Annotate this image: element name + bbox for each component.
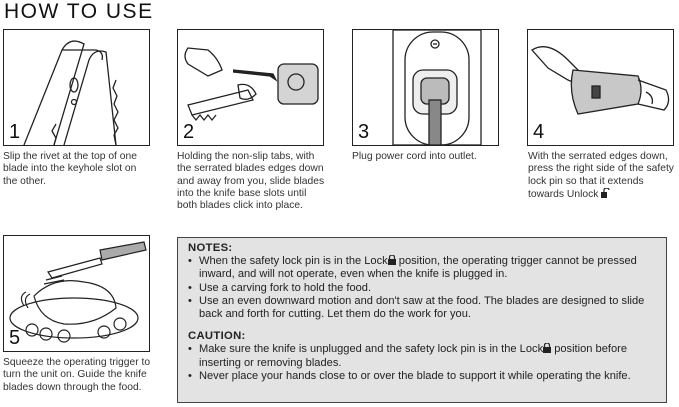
list-item-text: position before inserting or removing blades. xyxy=(199,343,627,369)
step-1-caption: Slip the rivet at the top of one blade into the keyhole slot on the other. xyxy=(3,151,137,187)
list-item-text: When the safety lock pin is in the Lock xyxy=(199,255,388,268)
list-item xyxy=(188,255,656,281)
caution-list xyxy=(188,343,656,383)
step-number: 5 xyxy=(9,327,21,349)
step-5-illustration xyxy=(3,235,150,352)
notes-list xyxy=(188,255,656,321)
step-number: 1 xyxy=(9,121,21,143)
step-4-illustration xyxy=(527,29,674,146)
lock-icon xyxy=(388,255,396,265)
step-2-caption: Holding the non-slip tabs, with the serrated blades edges down and away from you, slide blades into the knife base slots until both blades click into place. xyxy=(177,151,325,212)
safety-lock-illustration xyxy=(528,30,673,145)
page-title: HOW TO USE xyxy=(4,0,154,23)
unlock-icon xyxy=(601,188,615,198)
step-4-caption xyxy=(528,151,678,201)
notes-panel xyxy=(177,237,667,403)
lock-icon xyxy=(543,343,551,353)
step-3-caption: Plug power cord into outlet. xyxy=(352,151,477,162)
step-5-caption: Squeeze the operating trigger to turn the unit on. Guide the knife blades down through the food. xyxy=(3,357,151,393)
list-item: • Use an even downward motion and don't saw at the food. The blades are designed to slide back and forth for cutting. Let them do the work for you. xyxy=(188,295,656,321)
step-number: 3 xyxy=(358,121,370,143)
caution-heading: CAUTION: xyxy=(188,330,246,343)
blade-rivet-illustration xyxy=(4,30,149,145)
list-item xyxy=(188,343,656,369)
step-4-text: With the serrated edges down, press the right side of the safety lock pin so that it extends towards Unlock xyxy=(528,151,674,200)
list-item: • Use a carving fork to hold the food. xyxy=(188,282,656,295)
step-2-illustration xyxy=(177,29,324,146)
blade-insert-illustration xyxy=(178,30,323,145)
step-3-illustration xyxy=(352,29,499,146)
list-item-text: position, the operating trigger cannot be pressed inward, and will not operate, even when the knife is plugged in. xyxy=(199,255,637,281)
step-1-illustration xyxy=(3,29,150,146)
step-number: 4 xyxy=(533,121,545,143)
list-item: • Never place your hands close to or over the blade to support it while operating the knife. xyxy=(188,370,656,383)
outlet-plug-illustration xyxy=(353,30,498,145)
notes-heading: NOTES: xyxy=(188,242,233,254)
carving-turkey-illustration xyxy=(4,236,149,351)
step-number: 2 xyxy=(183,121,195,143)
list-item-text: Make sure the knife is unplugged and the safety lock pin is in the Lock xyxy=(199,343,544,356)
